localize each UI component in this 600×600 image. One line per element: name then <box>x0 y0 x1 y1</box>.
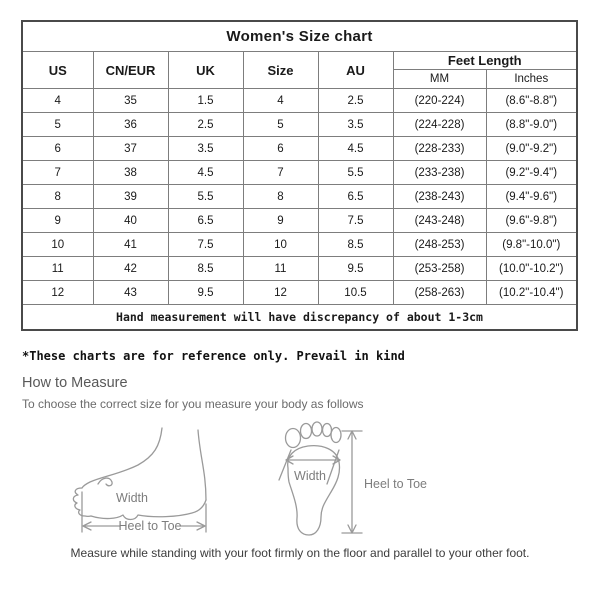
size-cell: 36 <box>93 113 168 137</box>
toe-5 <box>331 428 341 443</box>
size-cell: 6 <box>243 137 318 161</box>
measure-diagram <box>20 412 580 552</box>
size-cell: (8.8"-9.0") <box>486 113 577 137</box>
table-footnote: Hand measurement will have discrepancy of about 1-3cm <box>22 305 577 331</box>
size-cell: (9.4"-9.6") <box>486 185 577 209</box>
sole-outline <box>288 446 340 535</box>
toe-4 <box>323 424 332 437</box>
size-cell: 41 <box>93 233 168 257</box>
size-cell: 4 <box>243 89 318 113</box>
table-row <box>22 113 577 137</box>
size-cell: (10.0"-10.2") <box>486 257 577 281</box>
size-cell: (9.8"-10.0") <box>486 233 577 257</box>
size-cell: 3.5 <box>168 137 243 161</box>
side-foot-instep <box>98 478 112 486</box>
size-chart-table <box>21 20 578 331</box>
size-cell: (238-243) <box>393 185 486 209</box>
sole-width-guide-left <box>279 450 291 480</box>
size-cell: (253-258) <box>393 257 486 281</box>
sole-length-label: Heel to Toe <box>364 477 428 491</box>
size-cell: 43 <box>93 281 168 305</box>
size-cell: 7.5 <box>168 233 243 257</box>
size-cell: 10.5 <box>318 281 393 305</box>
size-cell: (233-238) <box>393 161 486 185</box>
size-cell: 4.5 <box>318 137 393 161</box>
size-cell: 8.5 <box>318 233 393 257</box>
size-table-body <box>22 89 577 305</box>
size-cell: 10 <box>22 233 93 257</box>
column-header-feet-length: Feet Length <box>393 52 577 70</box>
size-cell: 9 <box>243 209 318 233</box>
side-foot-heel <box>198 430 206 500</box>
table-row <box>22 233 577 257</box>
size-cell: (258-263) <box>393 281 486 305</box>
size-cell: 8.5 <box>168 257 243 281</box>
size-cell: 12 <box>22 281 93 305</box>
measure-bottom-note: Measure while standing with your foot firmly on the floor and parallel to your other foot. <box>70 546 530 560</box>
size-cell: (220-224) <box>393 89 486 113</box>
size-cell: 35 <box>93 89 168 113</box>
table-row <box>22 185 577 209</box>
footnote-row <box>22 305 577 331</box>
table-row <box>22 281 577 305</box>
table-row <box>22 209 577 233</box>
size-cell: 7.5 <box>318 209 393 233</box>
size-cell: 6 <box>22 137 93 161</box>
size-cell: 11 <box>243 257 318 281</box>
table-row <box>22 89 577 113</box>
size-cell: 3.5 <box>318 113 393 137</box>
size-cell: (9.2"-9.4") <box>486 161 577 185</box>
size-cell: 5 <box>243 113 318 137</box>
size-cell: 9.5 <box>318 257 393 281</box>
size-cell: (224-228) <box>393 113 486 137</box>
size-cell: 12 <box>243 281 318 305</box>
sole-width-label: Width <box>294 469 326 483</box>
toe-3 <box>312 422 322 436</box>
side-length-label: Heel to Toe <box>118 519 182 533</box>
how-to-measure-subheading: To choose the correct size for you measure your body as follows <box>22 397 364 411</box>
size-cell: (243-248) <box>393 209 486 233</box>
size-cell: 8 <box>22 185 93 209</box>
size-cell: 42 <box>93 257 168 281</box>
size-cell: (10.2"-10.4") <box>486 281 577 305</box>
how-to-measure-heading: How to Measure <box>22 375 128 391</box>
sole-foot-diagram <box>279 422 427 535</box>
size-cell: 5 <box>22 113 93 137</box>
toe-2 <box>301 424 312 439</box>
column-header-us: US <box>22 52 93 89</box>
size-cell: 9.5 <box>168 281 243 305</box>
column-header-size: Size <box>243 52 318 89</box>
column-header-cn-eur: CN/EUR <box>93 52 168 89</box>
size-cell: 10 <box>243 233 318 257</box>
header-row <box>22 52 577 70</box>
size-cell: 9 <box>22 209 93 233</box>
size-cell: (8.6"-8.8") <box>486 89 577 113</box>
size-cell: 40 <box>93 209 168 233</box>
size-cell: 4 <box>22 89 93 113</box>
size-cell: 5.5 <box>168 185 243 209</box>
size-cell: 4.5 <box>168 161 243 185</box>
size-cell: 37 <box>93 137 168 161</box>
size-cell: (248-253) <box>393 233 486 257</box>
column-header-au: AU <box>318 52 393 89</box>
table-title: Women's Size chart <box>22 21 577 52</box>
size-cell: 7 <box>22 161 93 185</box>
size-cell: 6.5 <box>318 185 393 209</box>
size-cell: 5.5 <box>318 161 393 185</box>
size-cell: (9.6"-9.8") <box>486 209 577 233</box>
size-cell: 7 <box>243 161 318 185</box>
size-cell: 2.5 <box>168 113 243 137</box>
side-foot-sole <box>91 500 206 520</box>
size-cell: 8 <box>243 185 318 209</box>
column-header-inches: Inches <box>486 70 577 89</box>
size-cell: 6.5 <box>168 209 243 233</box>
size-cell: (9.0"-9.2") <box>486 137 577 161</box>
table-row <box>22 257 577 281</box>
size-cell: (228-233) <box>393 137 486 161</box>
column-header-mm: MM <box>393 70 486 89</box>
size-cell: 39 <box>93 185 168 209</box>
big-toe <box>286 429 301 448</box>
size-cell: 11 <box>22 257 93 281</box>
side-foot-diagram <box>73 428 206 533</box>
side-foot-outline <box>82 428 162 488</box>
side-width-label: Width <box>116 491 148 505</box>
table-row <box>22 137 577 161</box>
size-cell: 2.5 <box>318 89 393 113</box>
table-row <box>22 161 577 185</box>
size-cell: 1.5 <box>168 89 243 113</box>
size-cell: 38 <box>93 161 168 185</box>
column-header-uk: UK <box>168 52 243 89</box>
reference-note: *These charts are for reference only. Prevail in kind <box>22 349 405 363</box>
title-row <box>22 21 577 52</box>
